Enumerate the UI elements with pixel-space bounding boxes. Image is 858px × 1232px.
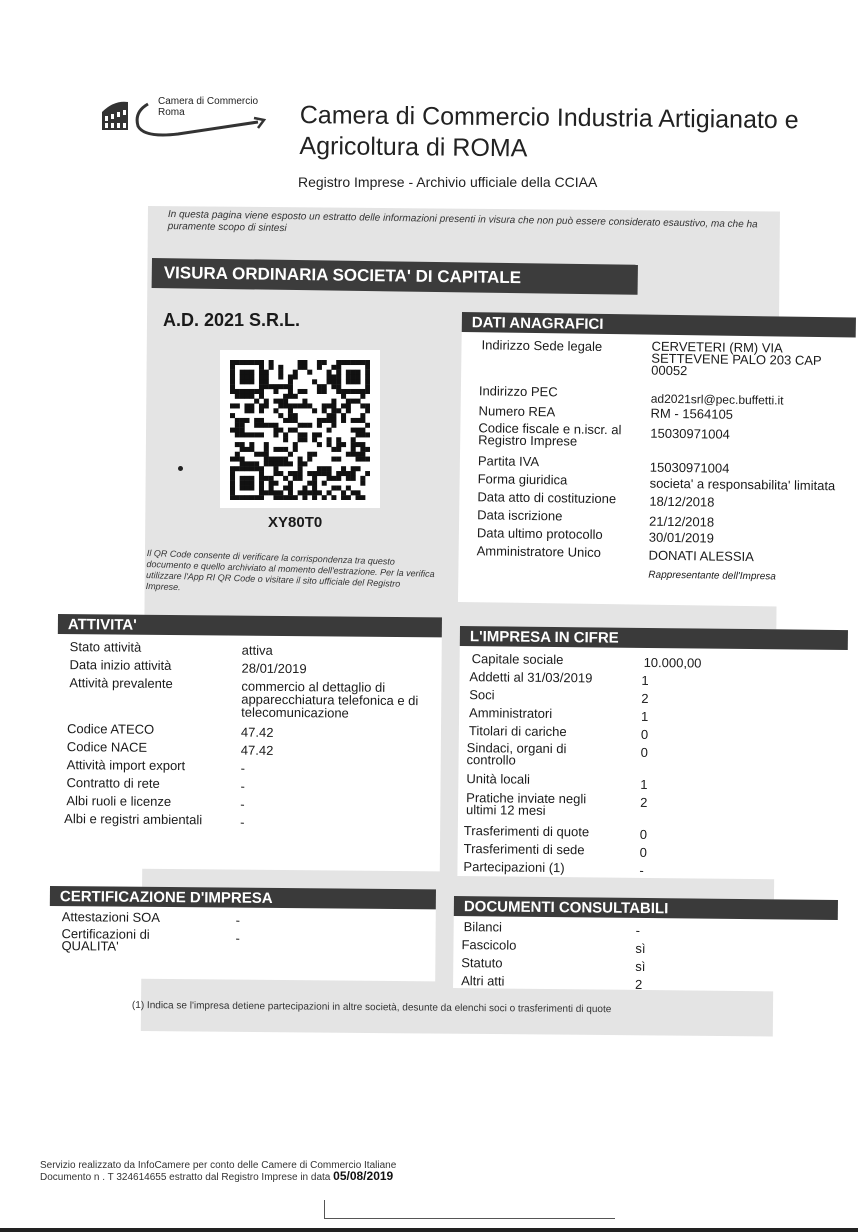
dati-anagrafici-box: DATI ANAGRAFICI Indirizzo Sede legale CERVETERI (RM) VIA SETTEVENE PALO 203 CAP 00052 Indirizzo PEC ad2021srl@pec.buffetti.it Numero REA RM - 1564105 Codice fiscale e n.iscr. al Registro Imprese 15030971004 Partita IVA 15030971004 Forma giuridica societa' a responsabilita' limitata Data atto di costituzione 18/12/2018 Data iscrizione 21/12/2018 Data ultimo protocollo 30/01/2019 Amministratore Unico DONATI ALESSIA Rappresentante dell'Impresa — [458, 312, 856, 607]
scan-mark — [324, 1200, 615, 1219]
intro-note: In questa pagina viene esposto un estratto delle informazioni presenti in visura che non può essere considerato esaustivo, ma che ha puramente scopo di sintesi — [167, 209, 758, 235]
footnote: (1) Indica se l'impresa detiene partecipazioni in altre società, desunte da elenchi soci o trasferimenti di quote — [131, 1000, 612, 1016]
documenti-box: DOCUMENTI CONSULTABILI Bilanci - Fascicolo sì Statuto sì Altri atti 2 — [453, 896, 838, 992]
footer-date: 05/08/2019 — [333, 1169, 394, 1183]
page-footer — [40, 1160, 396, 1183]
role-note: Rappresentante dell'Impresa — [648, 569, 776, 583]
documenti-title: DOCUMENTI CONSULTABILI — [454, 896, 838, 920]
attivita-box: ATTIVITA' Stato attività attiva Data inizio attività 28/01/2019 Attività prevalente commercio al dettaglio di apparecchiatura telefonica e di telecomunicazione Codice ATECO 47.42 Codice NACE 47.42 Attività import export - Contratto di rete - Albi ruoli e licenze - Albi e registri ambientali - — [56, 614, 442, 871]
page-subtitle: Registro Imprese - Archivio ufficiale della CCIAA — [298, 174, 598, 190]
qr-code-label: XY80T0 — [268, 514, 323, 531]
attivita-title: ATTIVITA' — [58, 614, 442, 637]
company-name: A.D. 2021 S.R.L. — [163, 310, 301, 330]
document-banner: VISURA ORDINARIA SOCIETA' DI CAPITALE — [152, 258, 638, 295]
footer-line-1: Servizio realizzato da InfoCamere per conto delle Camere di Commercio Italiane — [40, 1160, 397, 1171]
logo-text: Camera di Commercio Roma — [158, 96, 259, 118]
qr-code — [230, 360, 370, 500]
impresa-cifre-title: L'IMPRESA IN CIFRE — [460, 626, 848, 650]
certificazione-box: CERTIFICAZIONE D'IMPRESA Attestazioni SOA - Certificazioni di QUALITA' - — [49, 886, 436, 981]
dati-anagrafici-title: DATI ANAGRAFICI — [462, 312, 856, 337]
scan-speck — [178, 466, 183, 471]
page-title: Camera di Commercio Industria Artigianato e Agricoltura di ROMA — [299, 100, 799, 163]
impresa-cifre-box: L'IMPRESA IN CIFRE Capitale sociale 10.000,00 Addetti al 31/03/2019 1 Soci 2 Amministratori 1 Titolari di cariche 0 Sindaci, organi di controllo 0 Unità locali 1 Pratiche inviate negli ultimi 12 mesi 2 Trasferimenti di quote 0 Trasferimenti di sede 0 Partecipazioni (1) - — [457, 626, 848, 880]
footer-line-2: Documento n . T 324614655 estratto dal Registro Imprese in data 05/08/2019 — [40, 1169, 394, 1183]
page-bottom-edge — [0, 1228, 858, 1232]
qr-code-note: Il QR Code consente di verificare la corrispondenza tra questo documento e quello archiviato al momento dell'estrazione. Per la verifica utilizzare l'App RI QR Code o visitare il sito ufficiale del Registro Imprese. — [145, 548, 435, 593]
certificazione-title: CERTIFICAZIONE D'IMPRESA — [50, 886, 436, 909]
